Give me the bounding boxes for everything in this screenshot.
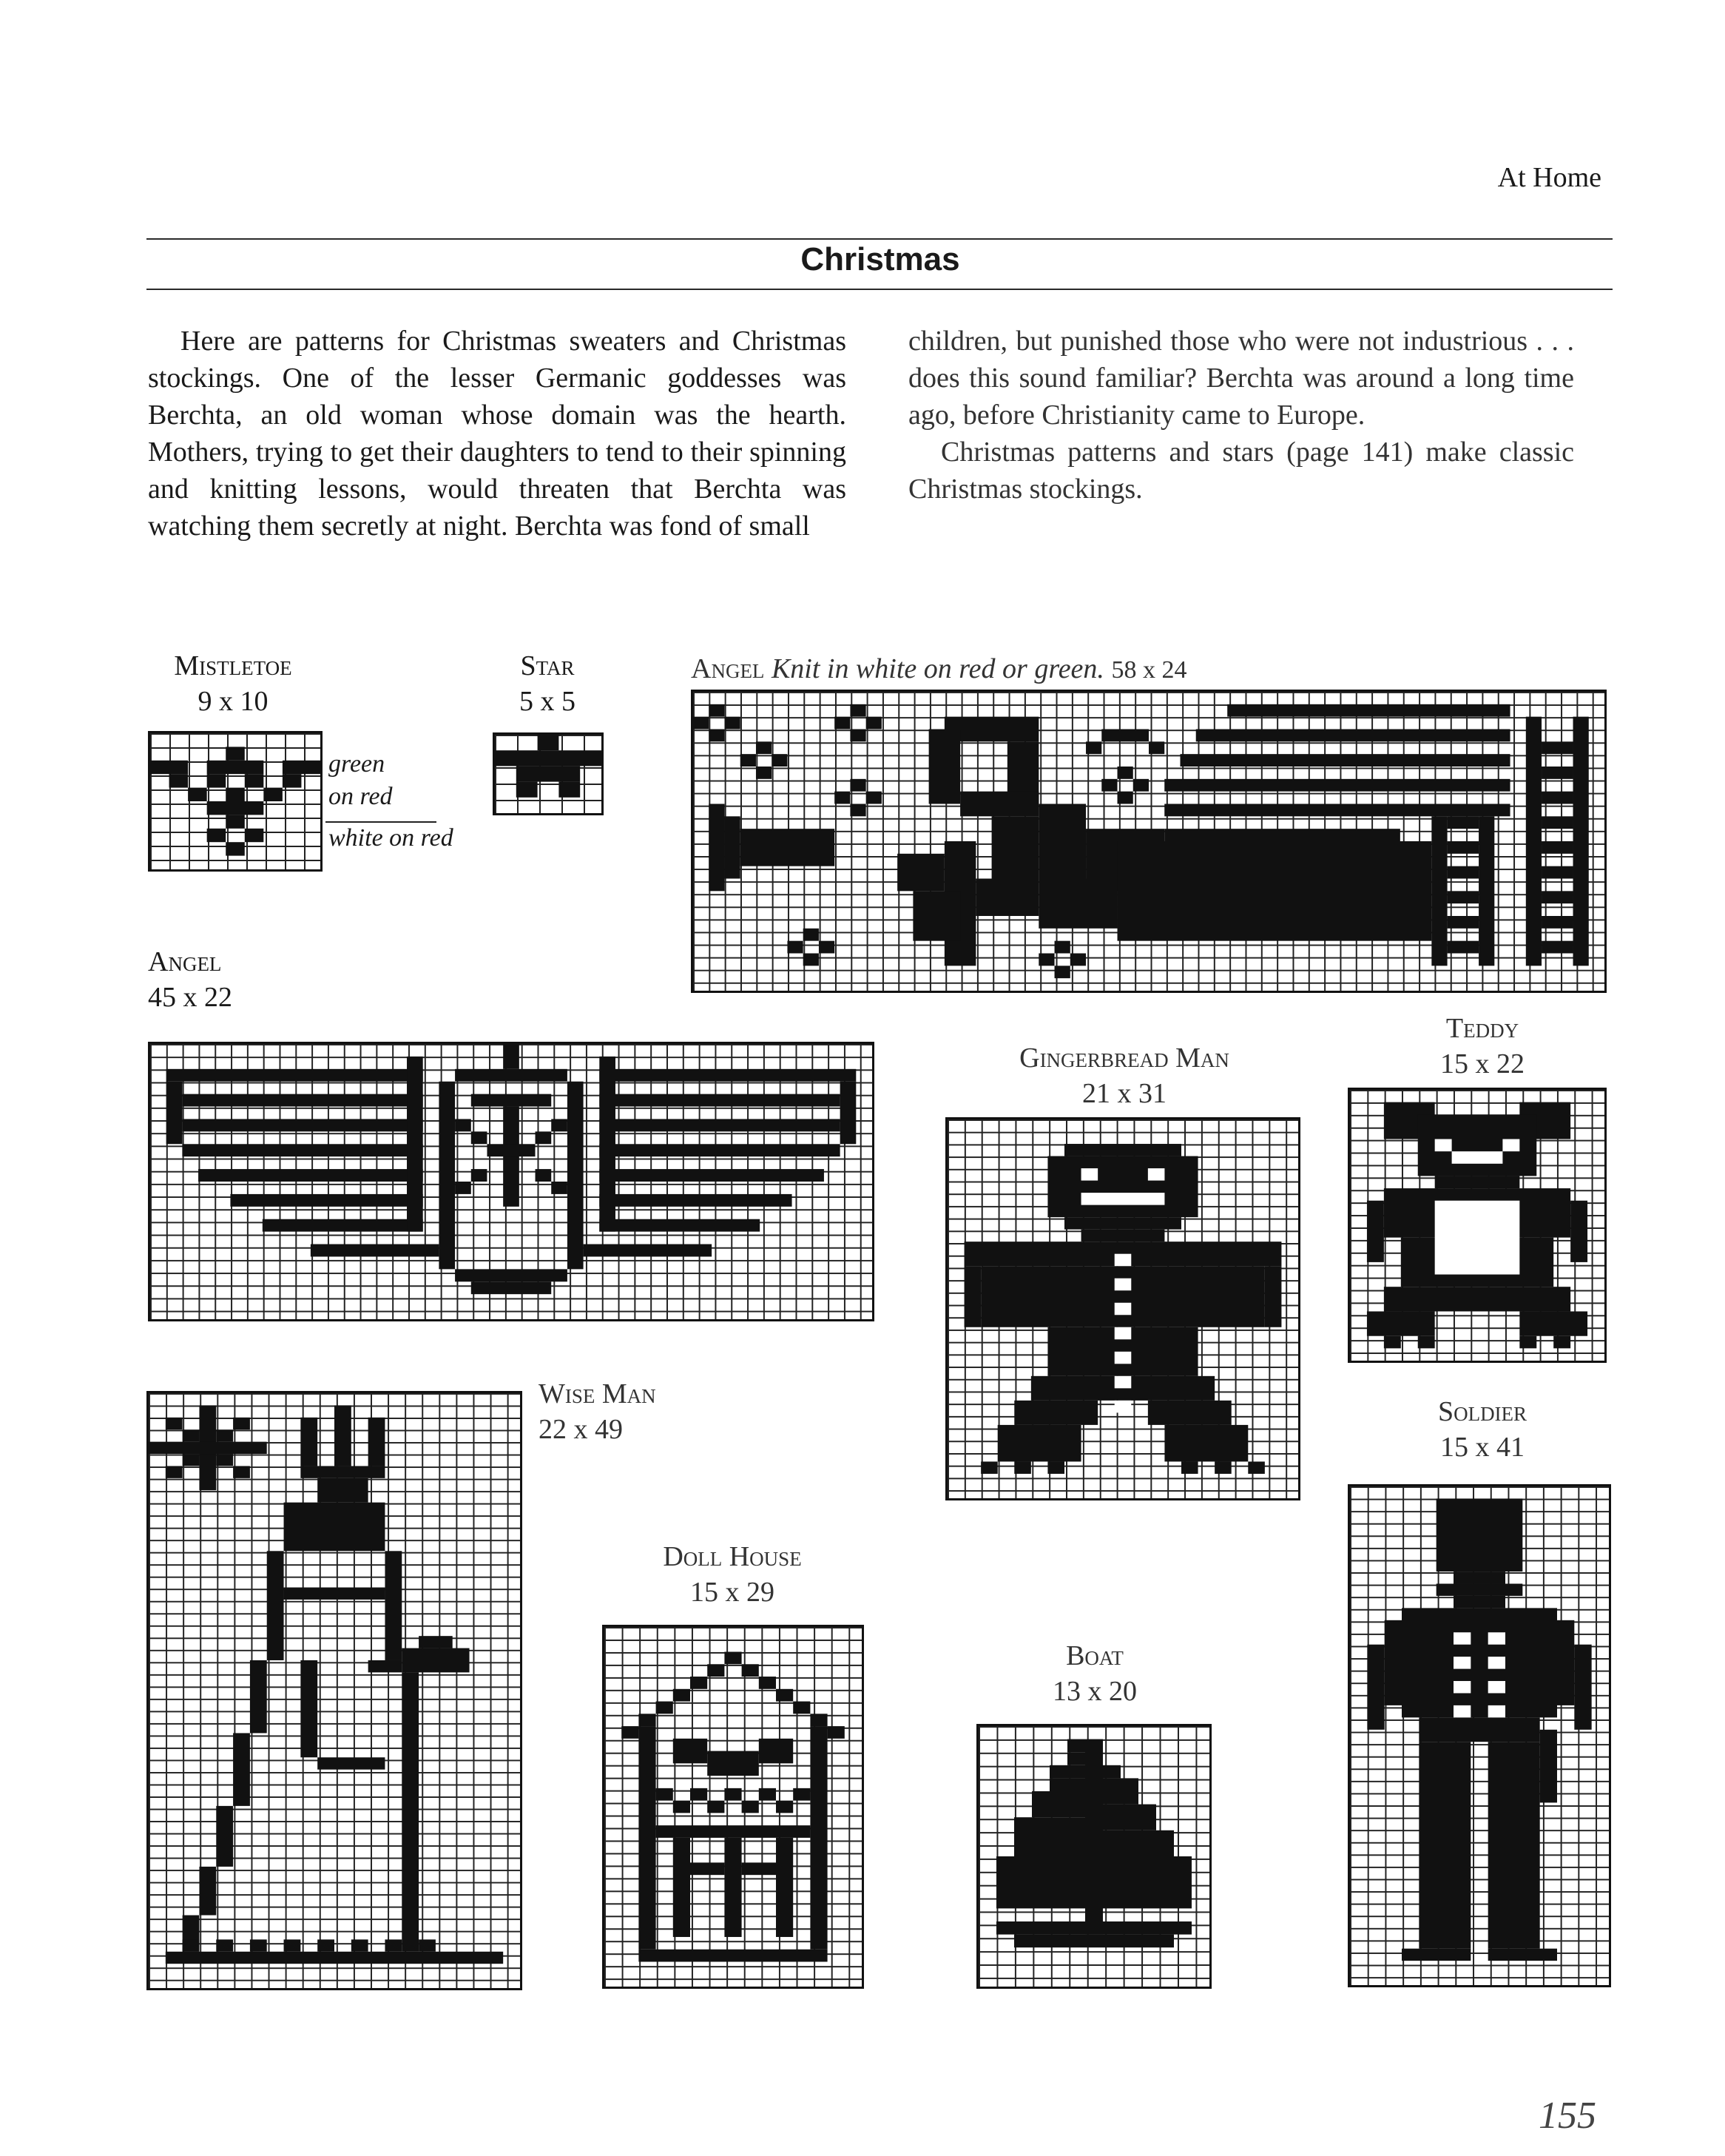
boat-name: Boat (1066, 1640, 1124, 1671)
wise-man-pattern (149, 1393, 520, 1988)
page-title: Christmas (800, 241, 960, 277)
angel-large-chart (691, 690, 1607, 993)
gingerbread-caption (947, 1040, 1302, 1111)
page-number: 155 (1539, 2095, 1596, 2137)
wise-man-caption (539, 1376, 656, 1447)
angel-wings-caption (148, 944, 232, 1015)
intro-left-column (148, 323, 846, 545)
mistletoe-pattern (150, 733, 320, 869)
mistletoe-chart (148, 731, 323, 872)
angel-wings-chart (148, 1042, 874, 1321)
wise-man-size: 22 x 49 (539, 1414, 623, 1445)
wise-man-name: Wise Man (539, 1378, 656, 1409)
mistletoe-note-divider (325, 821, 436, 823)
teddy-size: 15 x 22 (1440, 1048, 1525, 1079)
angel-large-caption (691, 651, 1608, 688)
doll-house-chart (602, 1625, 864, 1989)
intro-right-column (908, 323, 1574, 508)
angel-large-name: Angel (691, 653, 765, 684)
soldier-name: Soldier (1437, 1396, 1527, 1427)
soldier-size: 15 x 41 (1440, 1432, 1525, 1463)
angel-wings-pattern (150, 1044, 872, 1319)
gingerbread-size: 21 x 31 (1082, 1078, 1167, 1109)
bottom-rule (146, 289, 1613, 290)
angel-wings-name: Angel (148, 946, 222, 977)
gingerbread-name: Gingerbread Man (1019, 1042, 1229, 1074)
mistletoe-name: Mistletoe (174, 650, 292, 681)
teddy-face (1350, 1090, 1604, 1361)
section-header: At Home (1497, 162, 1601, 193)
doll-house-name: Doll House (663, 1541, 802, 1572)
star-name: Star (520, 650, 575, 681)
angel-large-pattern (693, 692, 1604, 991)
star-size: 5 x 5 (519, 686, 575, 717)
boat-pattern (979, 1726, 1209, 1987)
boat-caption (976, 1638, 1213, 1709)
star-caption (488, 648, 607, 719)
doll-house-pattern (604, 1627, 862, 1987)
soldier-details (1350, 1486, 1609, 1985)
teddy-name: Teddy (1445, 1013, 1519, 1044)
star-pattern (495, 735, 601, 813)
teddy-caption (1349, 1011, 1616, 1082)
intro-right-text-1: children, but punished those who were not industrious . . . does this sound familiar? Berchta was around a long time ago, before Christianity came to Europe. (908, 326, 1574, 431)
soldier-chart (1348, 1484, 1611, 1987)
mistletoe-caption (148, 648, 318, 719)
mistletoe-note-green: green (328, 750, 385, 778)
top-rule (146, 238, 1613, 240)
mistletoe-note-on-red: on red (328, 783, 393, 810)
mistletoe-note-white: white on red (328, 824, 453, 852)
teddy-chart (1348, 1088, 1607, 1363)
star-chart (493, 732, 604, 815)
soldier-caption (1349, 1394, 1616, 1465)
wise-man-chart (146, 1391, 522, 1990)
boat-chart (976, 1724, 1212, 1989)
mistletoe-size: 9 x 10 (198, 686, 269, 717)
angel-large-note: Knit in white on red or green. (771, 653, 1104, 684)
doll-house-size: 15 x 29 (690, 1577, 774, 1608)
intro-right-text-2: Christmas patterns and stars (page 141) make classic Christmas stockings. (908, 437, 1574, 505)
angel-large-size: 58 x 24 (1111, 656, 1187, 684)
intro-left-text: Here are patterns for Christmas sweaters and Christmas stockings. One of the lesser Germanic goddesses was Berchta, an old woman whose domain was the hearth. Mothers, trying to get their daughters to tend to their spinning and knitting lessons, would threaten that Berchta was watching them secretly at night. Berchta was fond of small (148, 326, 846, 542)
doll-house-caption (607, 1539, 858, 1610)
gingerbread-chart (945, 1117, 1300, 1500)
gingerbread-face (948, 1119, 1298, 1498)
angel-wings-size: 45 x 22 (148, 982, 232, 1013)
boat-size: 13 x 20 (1053, 1676, 1137, 1707)
